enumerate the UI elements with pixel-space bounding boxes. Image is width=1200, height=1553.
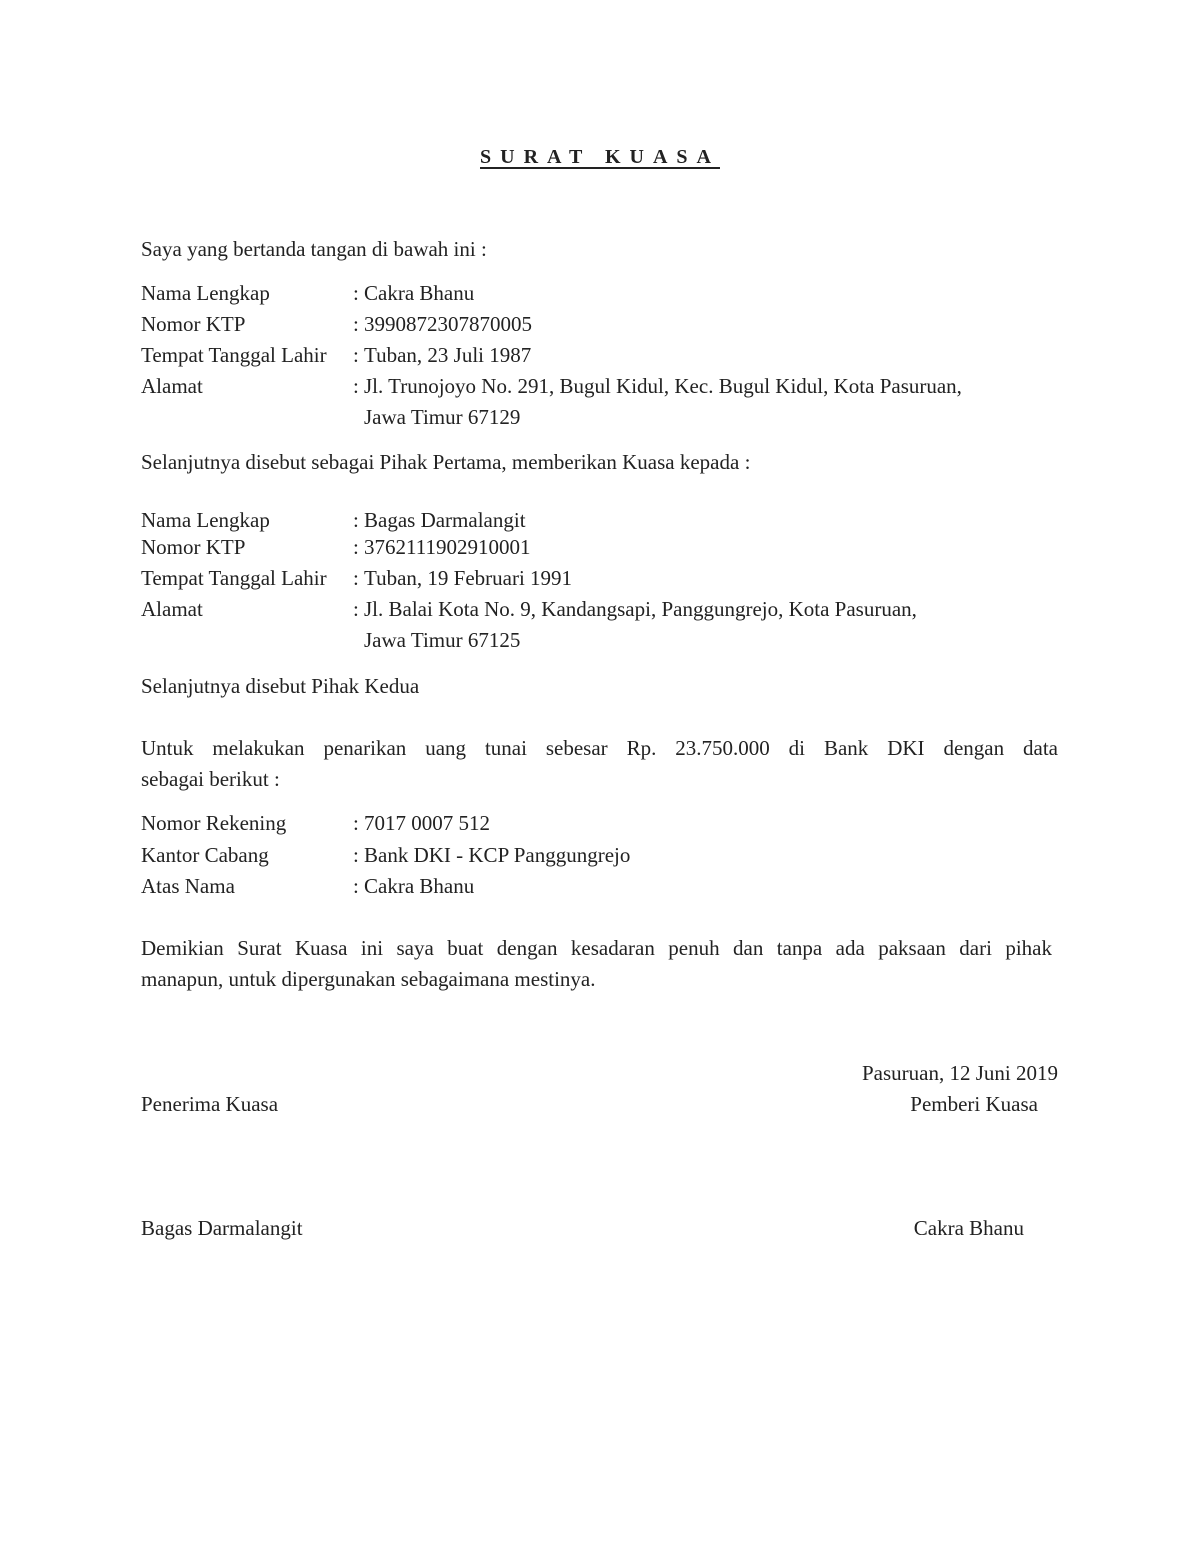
p2-ktp-colon: : [353,535,359,559]
p1-nama-colon: : [353,281,359,305]
rek-kantor-colon: : [353,843,359,867]
transition-text-2: Selanjutnya disebut Pihak Kedua [141,674,420,698]
pemberi-kuasa-label: Pemberi Kuasa [910,1092,1038,1116]
p1-ktp-value: 3990872307870005 [364,312,532,336]
p2-nama-colon: : [353,508,359,532]
rek-nomor-label: Nomor Rekening [141,811,287,835]
p1-nama-label: Nama Lengkap [141,281,270,305]
p1-nama-value: Cakra Bhanu [364,281,475,305]
rek-nomor-value: 7017 0007 512 [364,811,490,835]
transition-text-1: Selanjutnya disebut sebagai Pihak Pertama, memberikan Kuasa kepada : [141,450,751,474]
letter-title: SURAT KUASA [480,146,720,168]
closing-line-2: manapun, untuk dipergunakan sebagaimana mestinya. [141,967,596,991]
purpose-line-1: Untuk melakukan penarikan uang tunai sebesar Rp. 23.750.000 di Bank DKI dengan data [141,736,1058,760]
closing-line-1: Demikian Surat Kuasa ini saya buat dengan kesadaran penuh dan tanpa ada paksaan dari pihak [141,936,1052,960]
penerima-kuasa-name: Bagas Darmalangit [141,1216,303,1240]
p2-ktp-value: 3762111902910001 [364,535,531,559]
p2-ttl-value: Tuban, 19 Februari 1991 [364,566,573,590]
rek-atas-nama-label: Atas Nama [141,874,235,898]
p2-nama-value: Bagas Darmalangit [364,508,526,532]
p1-alamat-colon: : [353,374,359,398]
p1-ktp-colon: : [353,312,359,336]
p1-alamat-value-line2: Jawa Timur 67129 [364,405,521,429]
p1-ttl-value: Tuban, 23 Juli 1987 [364,343,532,367]
pemberi-kuasa-name: Cakra Bhanu [913,1216,1024,1240]
p1-ktp-label: Nomor KTP [141,312,246,336]
rek-kantor-value: Bank DKI - KCP Panggungrejo [364,843,631,867]
p2-alamat-label: Alamat [141,597,203,621]
purpose-line-2: sebagai berikut : [141,767,280,791]
p1-alamat-label: Alamat [141,374,203,398]
p1-ttl-colon: : [353,343,359,367]
intro-text: Saya yang bertanda tangan di bawah ini : [141,237,487,261]
p2-nama-label: Nama Lengkap [141,508,270,532]
rek-nomor-colon: : [353,811,359,835]
place-date: Pasuruan, 12 Juni 2019 [862,1061,1058,1085]
penerima-kuasa-label: Penerima Kuasa [141,1092,279,1116]
p2-ttl-label: Tempat Tanggal Lahir [141,566,327,590]
rek-atas-nama-value: Cakra Bhanu [364,874,475,898]
rek-kantor-label: Kantor Cabang [141,843,269,867]
p1-alamat-value-line1: Jl. Trunojoyo No. 291, Bugul Kidul, Kec. Bugul Kidul, Kota Pasuruan, [364,374,962,398]
p2-ktp-label: Nomor KTP [141,535,246,559]
p1-ttl-label: Tempat Tanggal Lahir [141,343,327,367]
rek-atas-nama-colon: : [353,874,359,898]
p2-alamat-value-line2: Jawa Timur 67125 [364,628,521,652]
p2-ttl-colon: : [353,566,359,590]
p2-alamat-colon: : [353,597,359,621]
p2-alamat-value-line1: Jl. Balai Kota No. 9, Kandangsapi, Panggungrejo, Kota Pasuruan, [364,597,917,621]
